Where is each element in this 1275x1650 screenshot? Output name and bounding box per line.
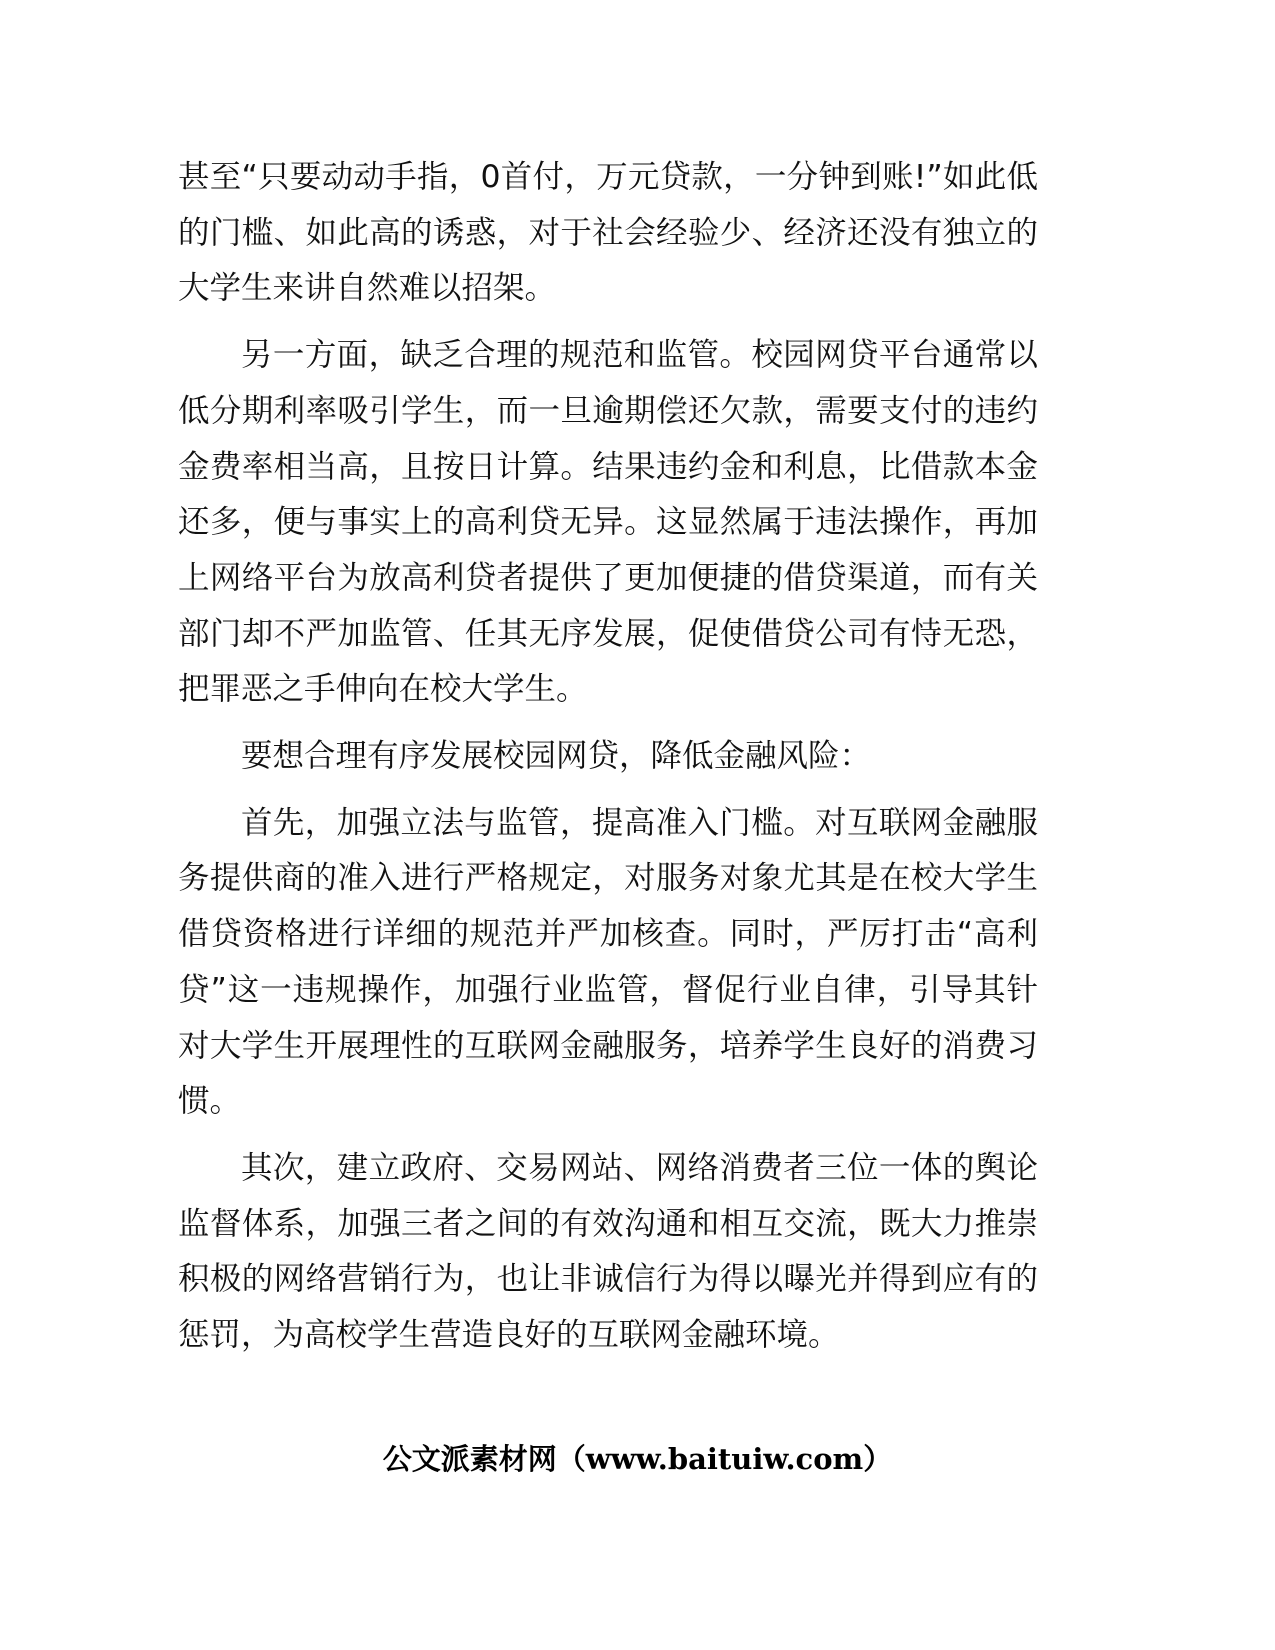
document-body xyxy=(178,150,1038,1375)
page-footer: 公文派素材网（www.baituiw.com） xyxy=(382,1442,893,1476)
paragraph-regulation: 另一方面，缺乏合理的规范和监管。校园网贷平台通常以低分期利率吸引学生，而一旦逾期偿还欠款，需要支付的违约金费率相当高，且按日计算。结果违约金和利息，比借款本金还多，便与事实上的高利贷无异。这显然属于违法操作，再加上网络平台为放高利贷者提供了更加便捷的借贷渠道，而有关部门却不严加监管、任其无序发展，促使借贷公司有恃无恐，把罪恶之手伸向在校大学生。 xyxy=(178,337,1038,708)
paragraph-intro: 要想合理有序发展校园网贷，降低金融风险： xyxy=(241,738,872,775)
paragraph-second: 其次，建立政府、交易网站、网络消费者三位一体的舆论监督体系，加强三者之间的有效沟通和相互交流，既大力推崇积极的网络营销行为，也让非诚信行为得以曝光并得到应有的惩罚，为高校学生营造良好的互联网金融环境。 xyxy=(178,1149,1038,1354)
paragraph-continuation: 甚至“只要动动手指，0首付，万元贷款，一分钟到账!”如此低的门槛、如此高的诱惑，对于社会经验少、经济还没有独立的大学生来讲自然难以招架。 xyxy=(178,159,1038,307)
paragraph-first: 首先，加强立法与监管，提高准入门槛。对互联网金融服务提供商的准入进行严格规定，对服务对象尤其是在校大学生借贷资格进行详细的规范并严加核查。同时，严厉打击“高利贷”这一违规操作，加强行业监管，督促行业自律，引导其针对大学生开展理性的互联网金融服务，培养学生良好的消费习惯。 xyxy=(178,804,1038,1120)
